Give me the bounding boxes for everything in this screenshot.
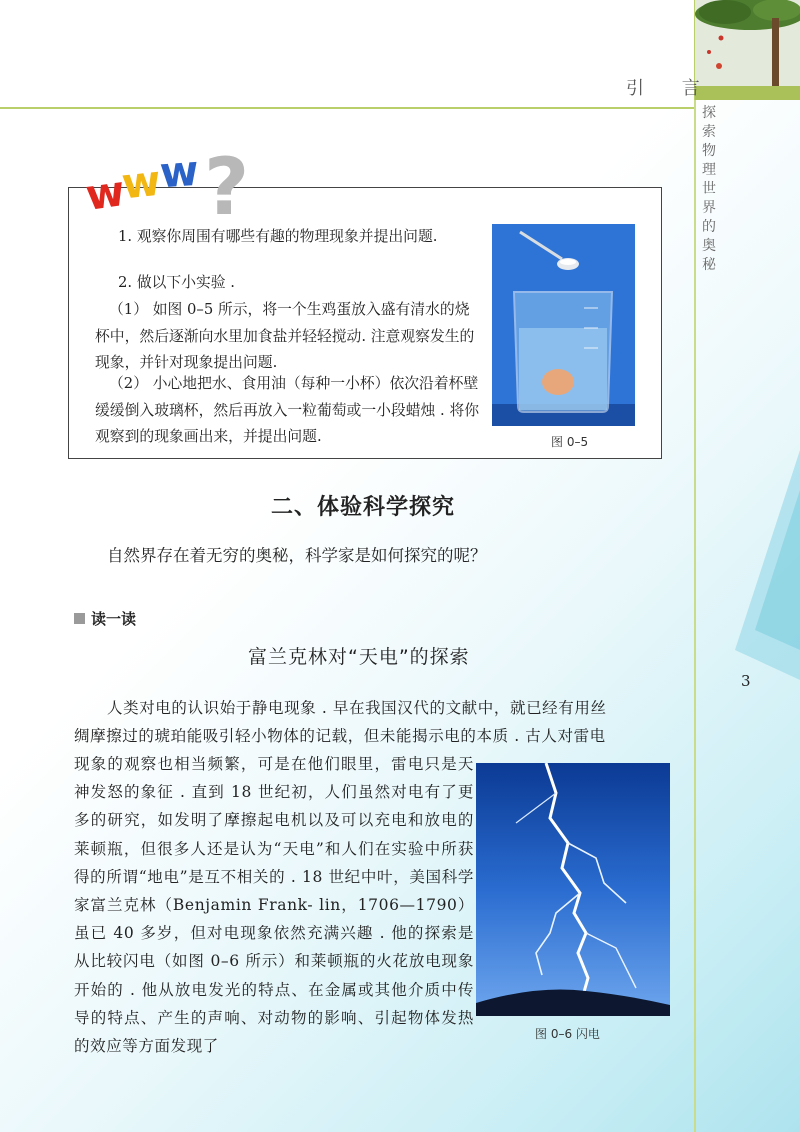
svg-text:w: w (119, 155, 164, 209)
side-title: 探索物理世界的奥秘 (702, 105, 716, 273)
read-label (74, 608, 136, 629)
decorative-shape (735, 450, 800, 684)
svg-text:w: w (158, 145, 201, 198)
chapter-label: 引 言 (626, 78, 716, 99)
paragraph-body: 现象的观察也相当频繁，可是在他们眼里，雷电只是天神发怒的象征 . 直到 18 世纪初，人们虽然对电有了更多的研究，如发明了摩擦起电机以及可以充电和放电的莱顿瓶，但很多人还是认为“天电”和人们在实验中所获得的所谓“地电”是互不相关的 . 18 世纪中叶，美国科学家富兰克林（Benjamin Frank- lin，1706—1790）虽已 40 多岁，但对电现象依然充满兴趣 . 他的探索是从比较闪电（如图 0–6 所示）和莱顿瓶的火花放电现象开始的 . 他从放电发光的特点、在金属或其他介质中传导的特点、产生的声响、对动物的影响、引起物体发热的效应等方面发现了 (74, 755, 474, 1056)
beaker-egg-photo (492, 224, 635, 426)
paragraph-line-1: 人类对电的认识始于静电现象 . 早在我国汉代的文献中，就已经有用丝 (107, 699, 607, 717)
question-1: 1. 观察你周围有哪些有趣的物理现象并提出问题. (118, 228, 438, 245)
question-2: 2. 做以下小实验 . (118, 274, 236, 291)
square-bullet-icon (74, 613, 85, 624)
www-question-icon (86, 134, 254, 228)
read-label-text: 读一读 (91, 610, 137, 628)
experiment-item-1: （1） 如图 0–5 所示，将一个生鸡蛋放入盛有清水的烧杯中，然后逐渐向水里加食盐并轻轻搅动. 注意观察发生的现象，并针对现象提出问题. (95, 301, 475, 371)
side-divider (694, 100, 696, 1132)
experiment-item-2: （2） 小心地把水、食用油（每种一小杯）依次沿着杯壁缓缓倒入玻璃杯，然后再放入一粒葡萄或一小段蜡烛 . 将你观察到的现象画出来，并提出问题. (95, 375, 480, 445)
svg-text:?: ? (204, 143, 250, 224)
section-intro: 自然界存在着无穷的奥秘，科学家是如何探究的呢？ (107, 546, 487, 565)
figure-caption-0-6: 图 0–6 闪电 (535, 1027, 600, 1041)
svg-text:w: w (86, 166, 128, 220)
paragraph-line-2: 绸摩擦过的琥珀能吸引轻小物体的记载，但未能揭示电的本质 . 古人对雷电 (74, 727, 606, 745)
section-title: 二、体验科学探究 (271, 495, 456, 520)
reading-title: 富兰克林对“天电”的探索 (248, 646, 470, 668)
figure-caption-0-5: 图 0–5 (551, 435, 589, 449)
page-number: 3 (741, 672, 751, 690)
lightning-photo (476, 763, 670, 1016)
header-divider (0, 107, 695, 109)
